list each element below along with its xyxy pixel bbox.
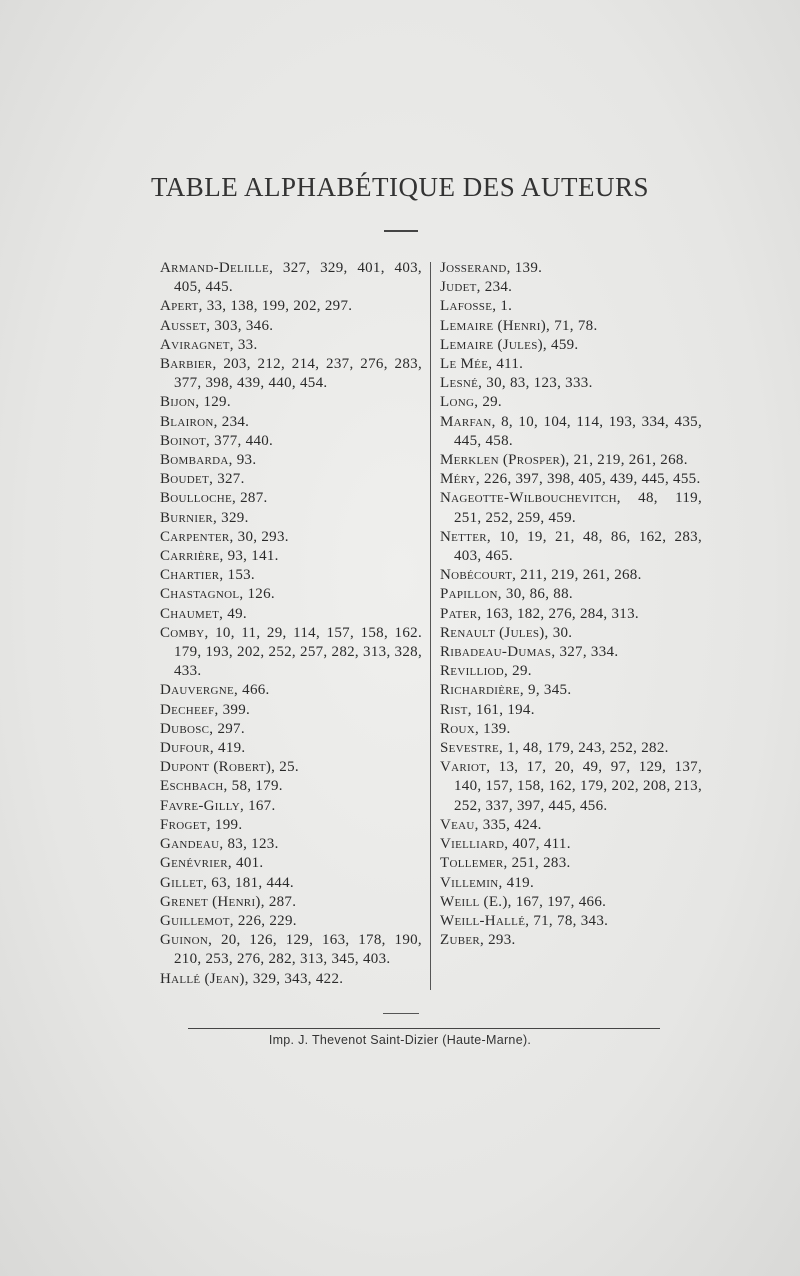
author-name: Sevestre, (440, 740, 504, 757)
author-name: Long, (440, 394, 479, 411)
author-entry (440, 278, 702, 297)
author-name: Boudet, (160, 471, 214, 488)
page-references: 30, 86, 88. (505, 586, 573, 603)
author-name: Barbier, (160, 356, 217, 373)
author-entry (160, 336, 422, 355)
author-name: Dupont (Robert), (160, 759, 276, 776)
author-name: Zuber, (440, 932, 485, 949)
author-name: Chaumet, (160, 605, 224, 622)
author-entry (440, 739, 702, 758)
author-entry (160, 739, 422, 758)
page-references: 33. (237, 336, 258, 353)
page-references: 303, 346. (214, 317, 274, 334)
author-entry (160, 259, 422, 297)
author-name: Bombarda, (160, 452, 233, 469)
page-references: 329. (221, 509, 249, 526)
page-references: 126. (247, 586, 275, 603)
page-references: 167, 197, 466. (515, 893, 607, 910)
page-references: 419. (506, 874, 535, 891)
author-name: Renault (Jules), (440, 624, 549, 641)
author-entry (160, 393, 422, 412)
author-name: Carrière, (160, 548, 224, 565)
page-references: 287. (268, 893, 297, 910)
page-references: 335, 424. (482, 816, 542, 833)
page-references: 29. (512, 663, 532, 680)
page-references: 327. (217, 471, 245, 488)
page-references: 161, 194. (475, 701, 535, 718)
author-entry (160, 605, 422, 624)
author-entry (440, 931, 702, 950)
page-references: 29. (482, 394, 502, 411)
page-references: 139. (514, 260, 543, 276)
page-references: 83, 123. (227, 836, 279, 853)
page-references: 8, 10, 104, 114, 193, 334, 435, 445, 458. (454, 413, 702, 449)
author-entry (160, 297, 422, 316)
author-entry (160, 797, 422, 816)
author-name: Dufour, (160, 740, 214, 757)
author-name: Eschbach, (160, 778, 228, 795)
page-references: 411. (496, 356, 524, 373)
page-references: 163, 182, 276, 284, 313. (485, 605, 639, 622)
page-references: 167. (248, 797, 276, 814)
author-entry (440, 720, 702, 739)
page-references: 10, 11, 29, 114, 157, 158, 162. 179, 193, 202, 252, 257, 282, 313, 328, 433. (174, 624, 422, 680)
author-entry (160, 835, 422, 854)
page-references: 287. (240, 490, 268, 507)
page-references: 251, 283. (511, 855, 571, 872)
page-references: 327, 329, 401, 403, 405, 445. (174, 260, 422, 296)
author-entry (440, 413, 702, 451)
author-name: Ausset, (160, 317, 211, 334)
author-name: Guillemot, (160, 912, 234, 929)
page-references: 20, 126, 129, 163, 178, 190, 210, 253, 276, 282, 313, 345, 403. (174, 932, 422, 968)
author-name: Apert, (160, 298, 203, 315)
page-references: 459. (551, 336, 579, 353)
author-name: Tollemer, (440, 855, 508, 872)
page-references: 399. (222, 701, 251, 718)
page-references: 226, 229. (237, 912, 297, 929)
author-entry (440, 585, 702, 604)
author-name: Dubosc, (160, 720, 214, 737)
page-references: 203, 212, 214, 237, 276, 283, 377, 398, 439, 440, 454. (174, 356, 422, 392)
page-references: 63, 181, 444. (211, 874, 294, 891)
author-name: Josserand, (440, 260, 511, 276)
page-references: 211, 219, 261, 268. (520, 567, 642, 584)
page-references: 93, 141. (227, 548, 279, 565)
author-name: Netter, (440, 528, 491, 545)
author-name: Pater, (440, 605, 482, 622)
page-references: 10, 19, 21, 48, 86, 162, 283, 403, 465. (454, 528, 702, 565)
page-references: 139. (483, 720, 511, 737)
author-entry (160, 585, 422, 604)
author-entry (160, 777, 422, 796)
author-entry (160, 489, 422, 508)
page-references: 377, 440. (214, 432, 274, 449)
title-rule (384, 230, 418, 232)
author-entry (440, 393, 702, 412)
author-entry (160, 451, 422, 470)
author-entry (440, 451, 702, 470)
author-entry (160, 547, 422, 566)
page-references: 9, 345. (528, 682, 572, 699)
author-name: Marfan, (440, 413, 496, 430)
author-name: Veau, (440, 816, 479, 833)
author-entry (440, 662, 702, 681)
page-references: 327, 334. (559, 644, 619, 661)
page-references: 199. (214, 816, 243, 833)
author-name: Merklen (Prosper), (440, 452, 570, 469)
author-name: Le Mée, (440, 356, 493, 373)
author-name: Gandeau, (160, 836, 224, 853)
page-references: 33, 138, 199, 202, 297. (206, 298, 353, 315)
author-entry (440, 259, 702, 278)
author-entry (440, 681, 702, 700)
page-references: 329, 343, 422. (252, 970, 344, 987)
author-entry (160, 509, 422, 528)
author-name: Hallé (Jean), (160, 970, 249, 987)
author-name: Burnier, (160, 509, 218, 526)
author-entry (160, 566, 422, 585)
page-references: 30, 83, 123, 333. (486, 375, 593, 392)
author-entry (440, 874, 702, 893)
author-name: Boinot, (160, 432, 211, 449)
author-name: Guinon, (160, 932, 213, 949)
author-entry (160, 528, 422, 547)
author-name: Rist, (440, 701, 472, 718)
author-name: Lemaire (Henri), (440, 317, 551, 334)
page-references: 419. (218, 740, 246, 757)
author-name: Lafosse, (440, 298, 497, 315)
page-references: 13, 17, 20, 49, 97, 129, 137, 140, 157, 158, 162, 179, 202, 208, 213, 252, 337, 397, 445, 456. (454, 759, 702, 814)
page-references: 49. (227, 605, 247, 622)
page-references: 129. (203, 394, 231, 411)
author-entry (160, 470, 422, 489)
author-entry (440, 816, 702, 835)
author-name: Nageotte-Wilbouchevitch, (440, 490, 621, 507)
author-name: Carpenter, (160, 528, 234, 545)
author-entry (160, 854, 422, 873)
page-references: 25. (279, 759, 299, 776)
author-entry (440, 854, 702, 873)
author-name: Blairon, (160, 413, 218, 430)
author-name: Froget, (160, 816, 211, 833)
page-references: 48, 119, 251, 252, 259, 459. (454, 490, 702, 526)
author-entry (160, 432, 422, 451)
author-name: Grenet (Henri), (160, 893, 265, 910)
page-references: 30, 293. (237, 528, 289, 545)
author-name: Méry, (440, 471, 480, 488)
page-references: 234. (221, 413, 250, 430)
right-column (440, 259, 702, 950)
page-references: 297. (217, 720, 245, 737)
author-name: Revilliod, (440, 663, 509, 680)
author-entry (440, 297, 702, 316)
author-entry (440, 835, 702, 854)
author-entry (160, 317, 422, 336)
author-entry (160, 931, 422, 969)
page-references: 153. (227, 567, 255, 584)
page-references: 401. (236, 855, 264, 872)
author-entry (440, 528, 702, 566)
page-references: 93. (236, 452, 257, 469)
author-entry (160, 413, 422, 432)
author-name: Armand-Delille, (160, 260, 274, 276)
page-references: 226, 397, 398, 405, 439, 445, 455. (484, 471, 701, 488)
author-entry (160, 874, 422, 893)
author-name: Nobécourt, (440, 567, 517, 584)
page-references: 234. (484, 279, 513, 296)
author-entry (160, 893, 422, 912)
author-name: Richardière, (440, 682, 524, 699)
author-name: Villemin, (440, 874, 503, 891)
author-name: Boulloche, (160, 490, 237, 507)
author-entry (440, 470, 702, 489)
author-entry (440, 912, 702, 931)
author-name: Judet, (440, 279, 481, 296)
printer-imprint: Imp. J. Thevenot Saint-Dizier (Haute-Marne). (268, 1033, 532, 1047)
author-entry (440, 701, 702, 720)
author-entry (440, 489, 702, 527)
author-name: Roux, (440, 720, 480, 737)
author-entry (440, 355, 702, 374)
column-divider (430, 262, 431, 990)
author-entry (160, 681, 422, 700)
author-entry (160, 970, 422, 989)
page-references: 293. (488, 932, 516, 949)
page-references: 30. (552, 624, 573, 641)
author-entry (440, 317, 702, 336)
author-name: Dauvergne, (160, 682, 239, 699)
page-references: 58, 179. (231, 778, 283, 795)
author-entry (160, 701, 422, 720)
author-entry (440, 566, 702, 585)
author-entry (160, 720, 422, 739)
author-entry (160, 758, 422, 777)
page-references: 1, 48, 179, 243, 252, 282. (507, 740, 669, 757)
page-references: 71, 78, 343. (533, 912, 609, 929)
author-entry (160, 912, 422, 931)
author-name: Weill (E.), (440, 893, 512, 910)
author-name: Vielliard, (440, 836, 509, 853)
author-entry (440, 374, 702, 393)
author-name: Favre-Gilly, (160, 797, 244, 814)
author-entry (440, 893, 702, 912)
author-name: Lemaire (Jules), (440, 336, 547, 353)
author-name: Lesné, (440, 375, 483, 392)
page-title: TABLE ALPHABÉTIQUE DES AUTEURS (150, 172, 650, 202)
author-name: Genévrier, (160, 855, 232, 872)
author-name: Aviragnet, (160, 336, 234, 353)
author-name: Chastagnol, (160, 586, 244, 603)
author-entry (440, 643, 702, 662)
author-entry (160, 816, 422, 835)
author-name: Decheef, (160, 701, 219, 718)
author-entry (440, 605, 702, 624)
author-entry (160, 355, 422, 393)
author-name: Ribadeau-Dumas, (440, 644, 556, 661)
author-name: Variot, (440, 759, 491, 776)
author-name: Gillet, (160, 874, 208, 891)
page-references: 466. (242, 682, 270, 699)
author-entry (440, 336, 702, 355)
author-entry (440, 624, 702, 643)
author-name: Papillon, (440, 586, 502, 603)
left-column (160, 259, 422, 989)
page-references: 1. (500, 298, 513, 315)
author-entry (160, 624, 422, 682)
end-rule (383, 1013, 419, 1014)
page-references: 21, 219, 261, 268. (573, 452, 688, 469)
author-name: Bijon, (160, 394, 200, 411)
author-name: Chartier, (160, 567, 224, 584)
author-entry (440, 758, 702, 816)
footer-rule (188, 1028, 660, 1029)
page-references: 407, 411. (512, 836, 571, 853)
author-name: Weill-Hallé, (440, 912, 530, 929)
page-references: 71, 78. (554, 317, 598, 334)
author-name: Comby, (160, 624, 209, 641)
